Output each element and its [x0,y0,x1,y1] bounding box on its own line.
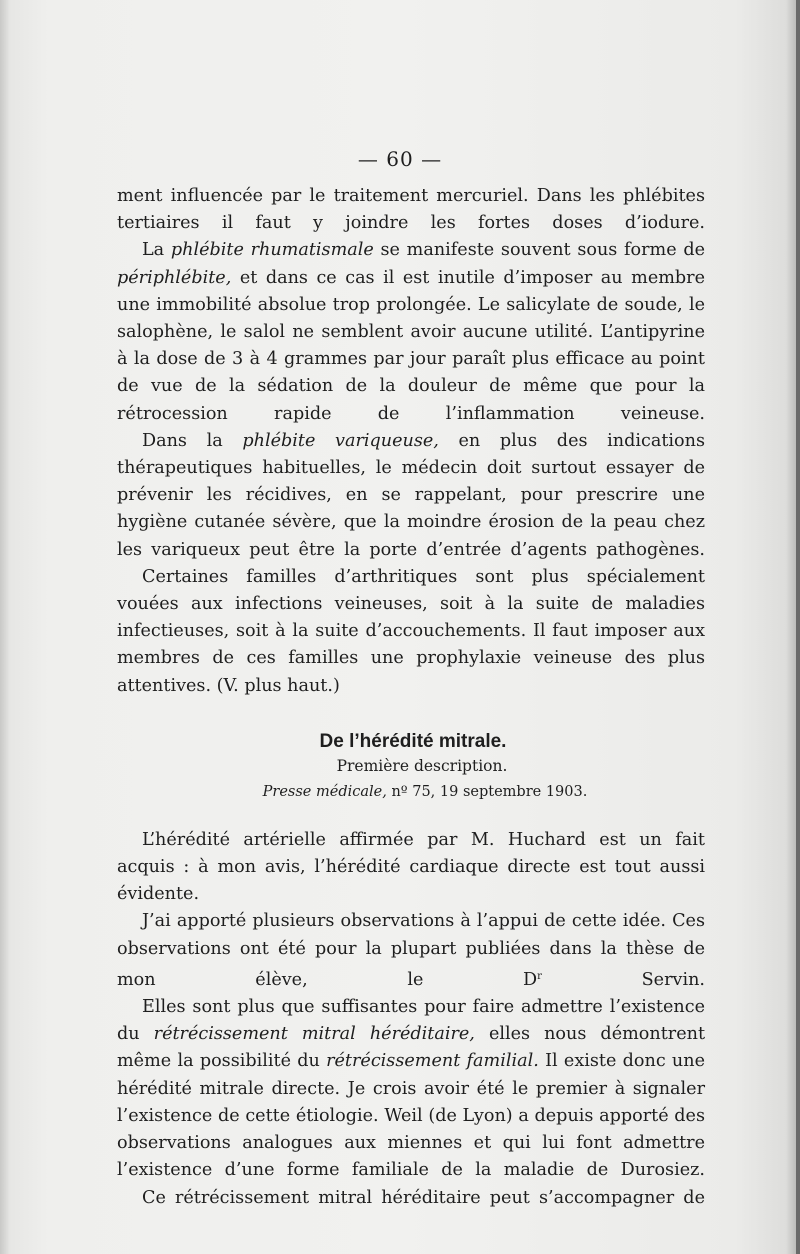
italic-text: rétrécissement mitral héréditaire, [153,1024,475,1045]
section-subtitle: Première description. [336,756,508,775]
italic-text: phlébite rhumatismale [170,240,374,261]
reference-details: nº 75, 19 septembre 1903. [386,783,588,800]
text-run: J’ai apporté plusieurs observations à l’appui de cette idée. Ces observations ont été pour la plupart publiées dans la thèse de mon élève, le D [117,911,705,990]
text-run: en plus des indications thérapeutiques habituelles, le médecin doit surtout essayer de prévenir les récidives, en se rappelant, pour prescrire une hygiène cutanée sévère, que la moindre érosion de la peau chez les variqueux peut être la porte d’entrée d’agents pathogènes. [117,430,706,560]
superscript-text: r [537,970,542,982]
reference-journal: Presse médicale, [262,783,387,800]
text-run: et dans ce cas il est inutile d’imposer au membre une immobilité absolue trop prolongée. Le salicylate de soude, le salophène, le salol ne semblent avoir aucune utilité. L’antipyrine à la dose de 3 à 4 grammes par jour paraît plus efficace au point de vue de la sédation de la douleur de même que pour la rétrocession rapide de l’inflammation veineuse. [117,267,705,424]
page-number: — 60 — [357,147,443,171]
paragraph [117,827,705,909]
paragraph [117,908,705,994]
text-run: Dans la [142,430,243,451]
text-run: Certaines familles d’arthritiques sont plus spécialement vouées aux infections veineuses, soit à la suite de maladies infectieuses, soit à la suite d’accouchements. Il faut imposer aux membres de ces familles une prophylaxie veineuse des plus attentives. (V. plus haut.) [117,566,705,696]
italic-text: périphlébite, [117,267,232,288]
text-run: ment influencée par le traitement mercuriel. Dans les phlébites tertiaires il faut y joindre les fortes doses d’iodure. [117,186,705,234]
section-title: De l’hérédité mitrale. [319,730,507,752]
italic-text: rétrécissement familial. [326,1051,539,1072]
page-shadow-left [0,0,10,1254]
paragraph [117,564,705,700]
paragraph [117,994,705,1184]
text-run: elles nous démontrent même la possibilité du [117,1024,706,1072]
paragraph [117,1185,705,1212]
body-text [117,183,705,1212]
text-run: Il existe donc une hérédité mitrale directe. Je crois avoir été le premier à signaler l’existence de cette étiologie. Weil (de Lyon) a depuis apporté des observations analogues aux miennes et qui lui font admettre l’existence d’une forme familiale de la maladie de Durosiez. [117,1051,706,1181]
paragraph [117,237,705,427]
text-run: Servin. [541,969,705,990]
text-run: Ce rétrécissement mitral héréditaire peut s’accompagner de [142,1187,705,1208]
section-reference [145,778,705,806]
paragraph [117,428,705,564]
italic-text: phlébite variqueuse, [242,430,439,451]
paragraphs-before-section [117,183,705,700]
section-heading [117,729,705,806]
text-run: L’hérédité artérielle affirmée par M. Huchard est un fait acquis : à mon avis, l’hérédité cardiaque directe est tout aussi évidente. [117,829,705,905]
paragraph [117,183,705,237]
text-run: se manifeste souvent sous forme de [373,240,706,261]
page-binding-edge [796,0,800,1254]
paragraphs-after-section [117,827,705,1212]
page-shadow-right [786,0,796,1254]
text-run: Elles sont plus que suffisantes pour faire admettre l’existence du [117,997,705,1045]
text-run: La [142,240,171,261]
